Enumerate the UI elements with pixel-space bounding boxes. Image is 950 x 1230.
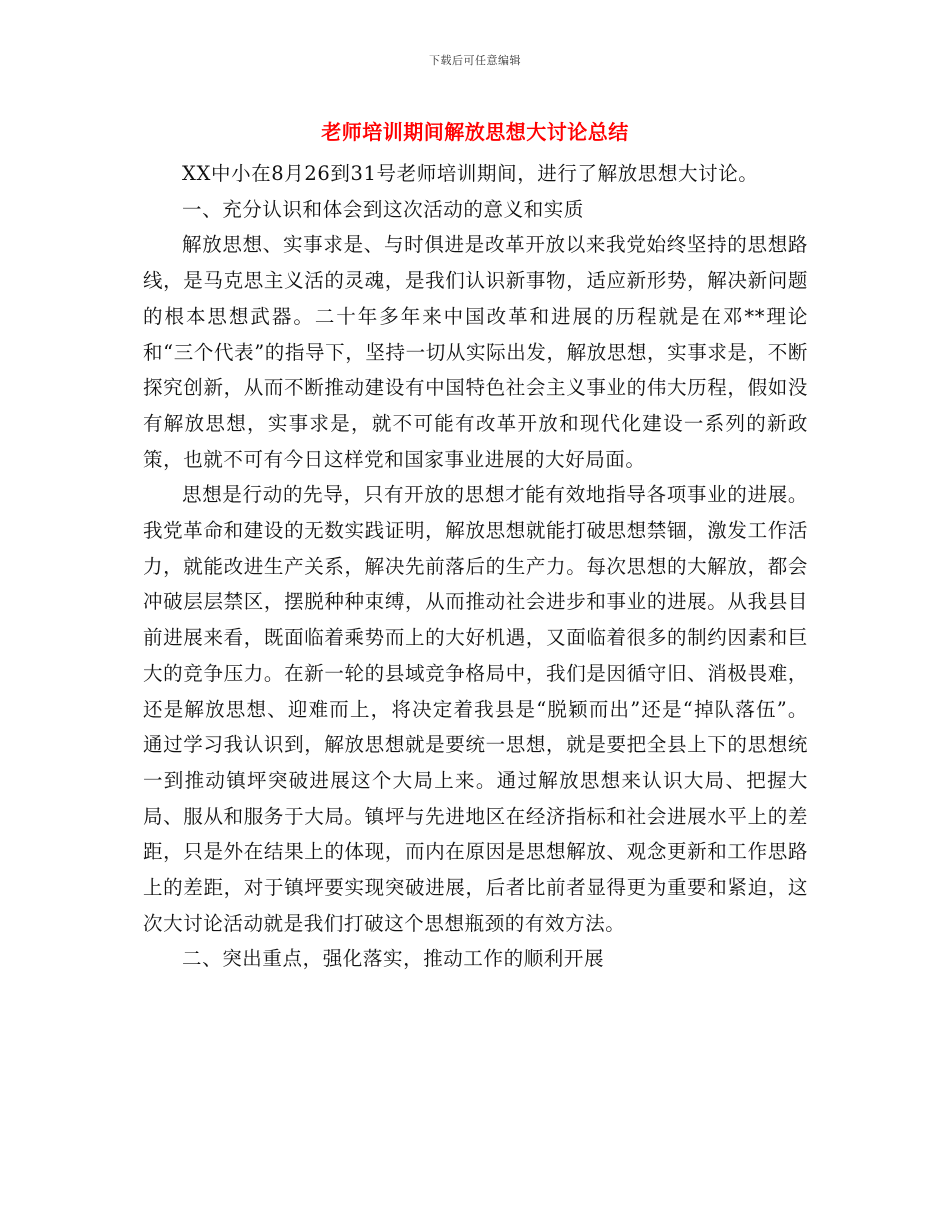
document-title: 老师培训期间解放思想大讨论总结 bbox=[321, 120, 629, 144]
section-heading-1: 一、充分认识和体会到这次活动的意义和实质 bbox=[182, 197, 585, 221]
body-paragraph-2: 思想是行动的先导，只有开放的思想才能有效地指导各项事业的进展。我党革命和建设的无数实践证明，解放思想就能打破思想禁锢，激发工作活力，就能改进生产关系，解决先前落后的生产力。每次思想的大解放，都会冲破层层禁区，摆脱种种束缚，从而推动社会进步和事业的进展。从我县目前进展来看，既面临着乘势而上的大好机遇，又面临着很多的制约因素和巨大的竞争压力。在新一轮的县域竞争格局中，我们是因循守旧、消极畏难，还是解放思想、迎难而上，将决定着我县是“脱颖而出”还是“掉队落伍”。通过学习我认识到，解放思想就是要统一思想，就是要把全县上下的思想统一到推动镇坪突破进展这个大局上来。通过解放思想来认识大局、把握大局、服从和服务于大局。镇坪与先进地区在经济指标和社会进展水平上的差距，只是外在结果上的体现，而内在原因是思想解放、观念更新和工作思路上的差距，对于镇坪要实现突破进展，后者比前者显得更为重要和紧迫，这次大讨论活动就是我们打破这个思想瓶颈的有效方法。 bbox=[143, 483, 808, 935]
header-note: 下载后可任意编辑 bbox=[429, 54, 521, 67]
intro-paragraph: XX中小在8月26到31号老师培训期间，进行了解放思想大讨论。 bbox=[182, 162, 759, 185]
section-heading-2: 二、突出重点，强化落实，推动工作的顺利开展 bbox=[182, 947, 605, 971]
document-body bbox=[143, 156, 808, 977]
body-paragraph-1: 解放思想、实事求是、与时俱进是改革开放以来我党始终坚持的思想路线，是马克思主义活的灵魂，是我们认识新事物，适应新形势，解决新问题的根本思想武器。二十年多年来中国改革和进展的历程就是在邓**理论和“三个代表”的指导下，坚持一切从实际出发，解放思想，实事求是，不断探究创新，从而不断推动建设有中国特色社会主义事业的伟大历程，假如没有解放思想，实事求是，就不可能有改革开放和现代化建设一系列的新政策，也就不可有今日这样党和国家事业进展的大好局面。 bbox=[143, 233, 808, 471]
